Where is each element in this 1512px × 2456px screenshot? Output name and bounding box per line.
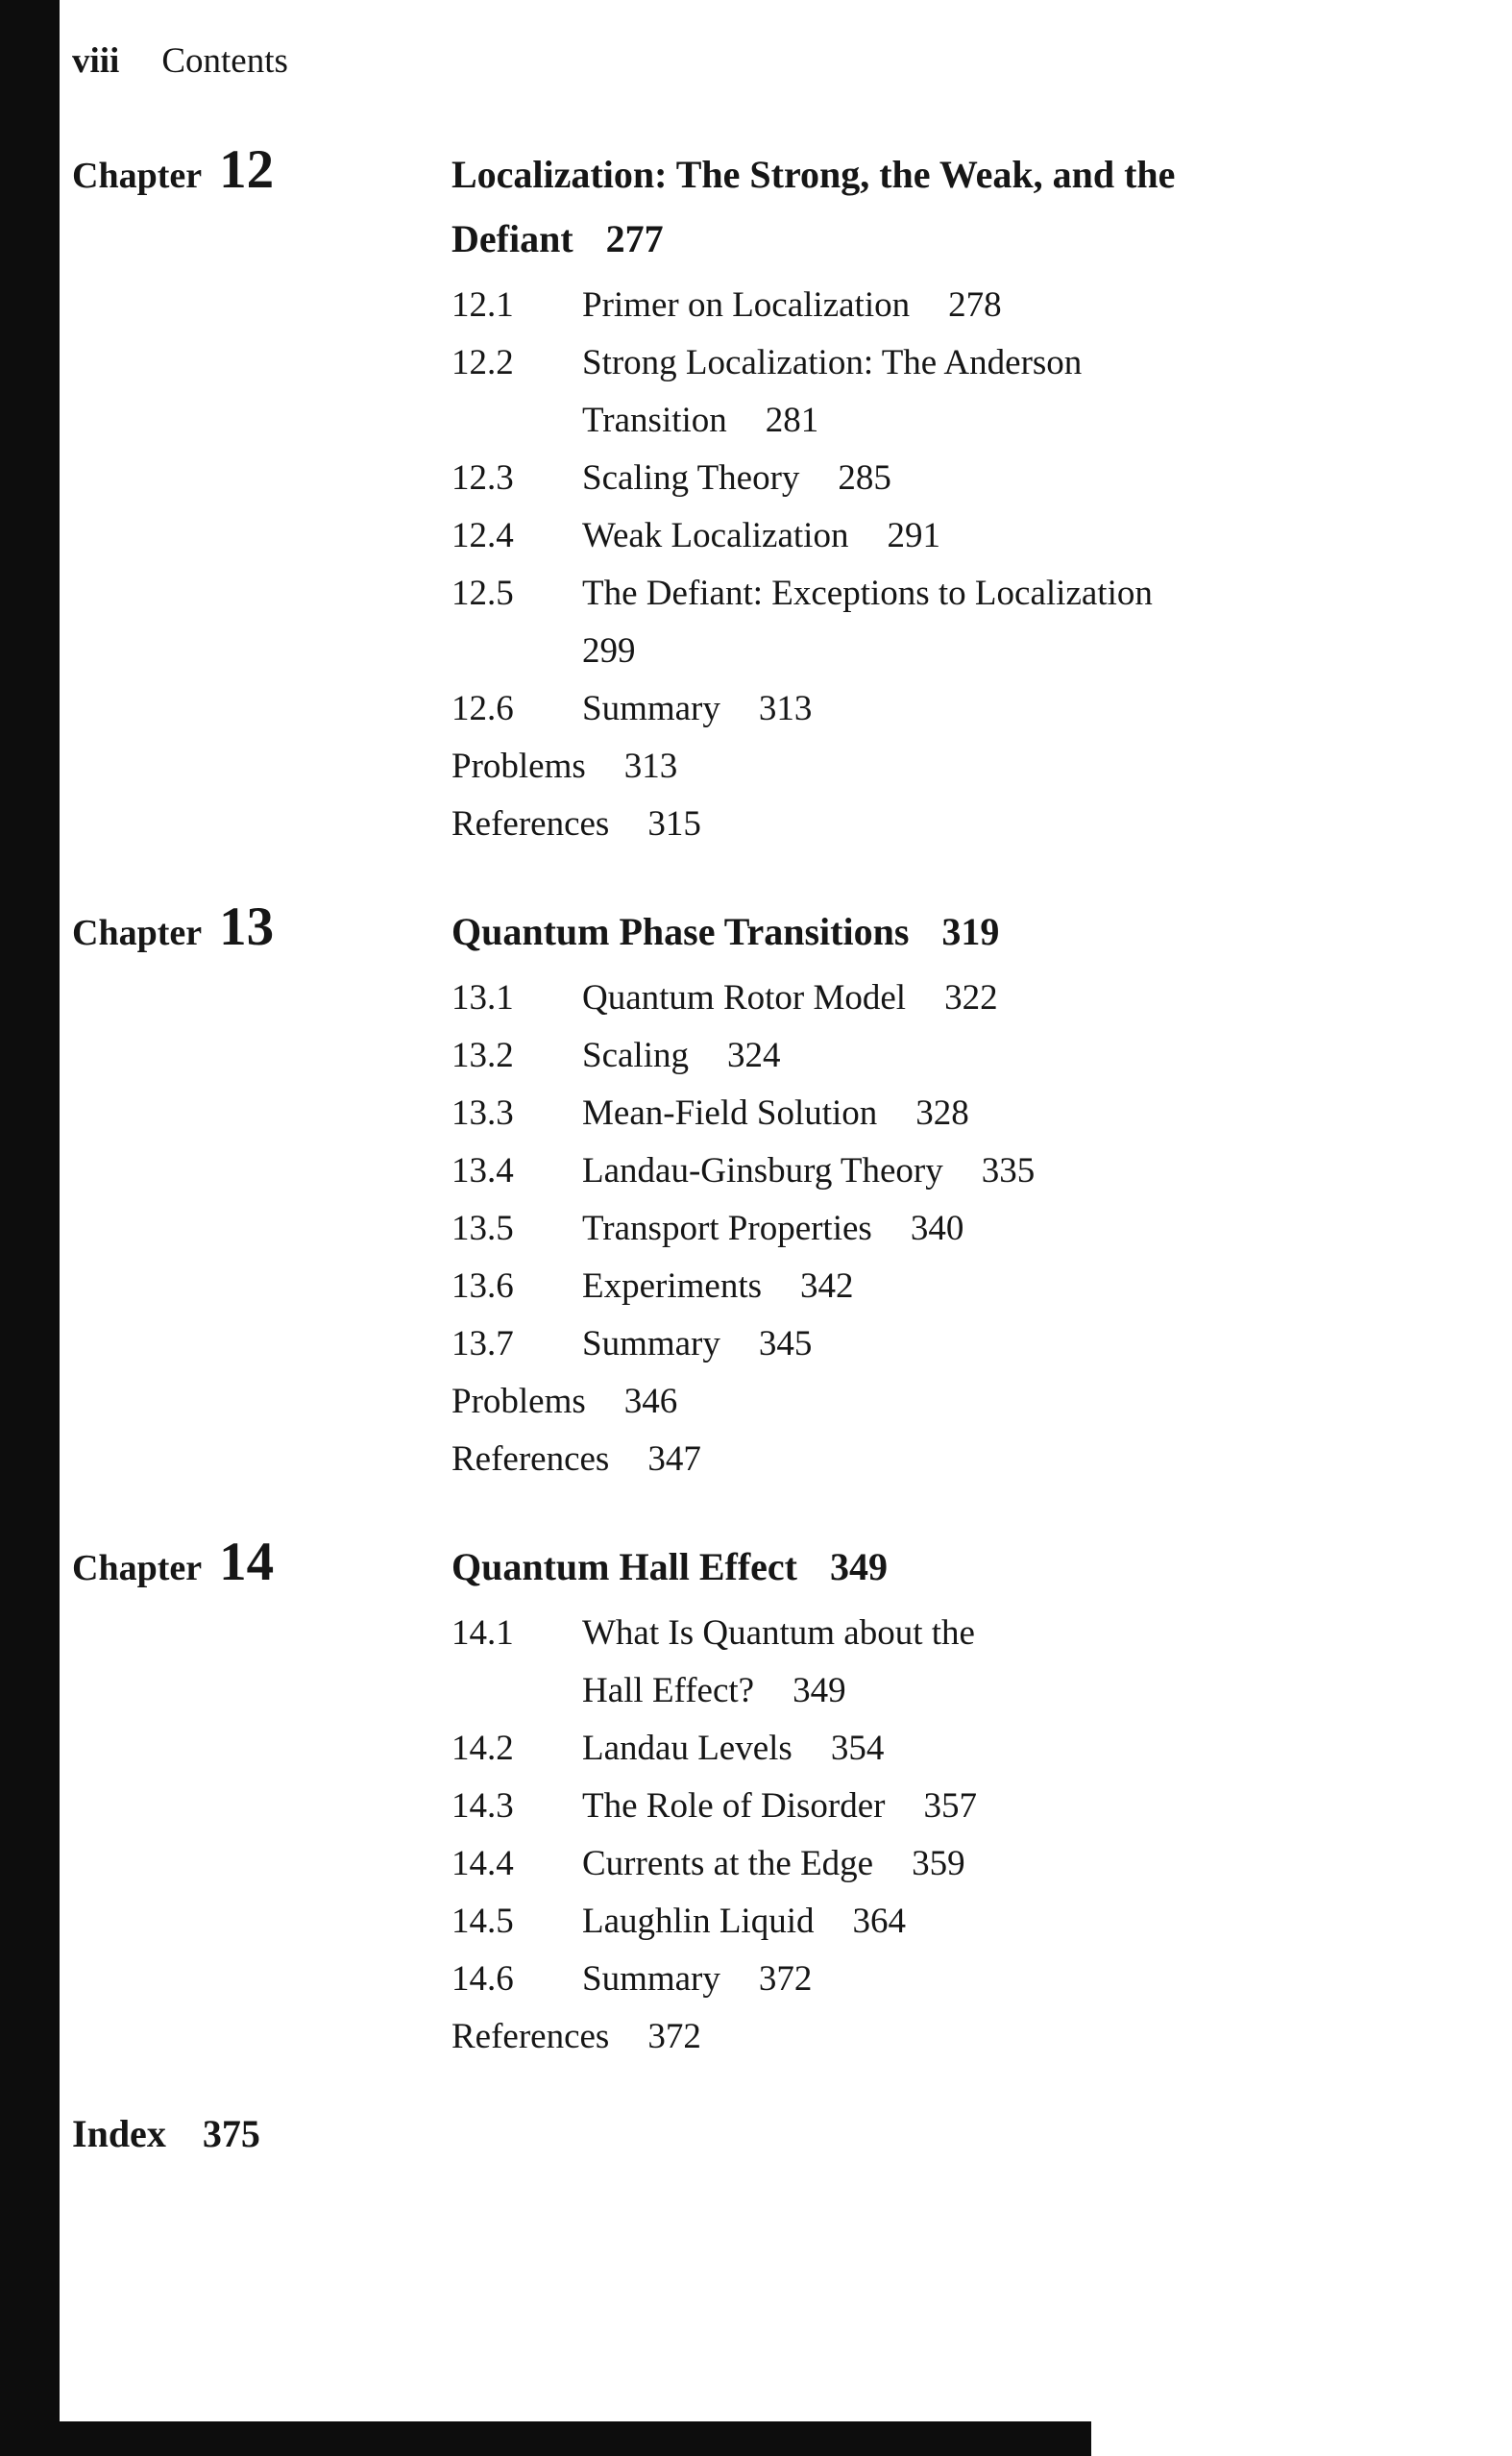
section-number: 12.6 [451, 689, 514, 728]
section-title: Currents at the Edge 359 [582, 1844, 965, 1883]
section-row [451, 1027, 1451, 1085]
chapter-block [72, 1531, 1500, 2066]
section-title: Summary 345 [582, 1324, 813, 1363]
chapter-body [451, 142, 1451, 853]
section-row [451, 1142, 1451, 1200]
section-row [451, 1951, 1451, 2008]
backmatter-row [451, 738, 1451, 796]
chapter-block [72, 896, 1500, 1488]
chapter-label-word: Chapter [72, 913, 203, 953]
page-number: 313 [623, 747, 678, 786]
scan-edge-left [0, 0, 60, 2456]
page-number: 349 [793, 1671, 846, 1710]
page-number: 347 [647, 1439, 701, 1479]
page-number: 372 [647, 2017, 701, 2056]
section-title: The Role of Disorder 357 [582, 1786, 977, 1826]
section-number: 13.1 [451, 978, 514, 1018]
section-title: Weak Localization 291 [582, 516, 940, 555]
section-title: Experiments 342 [582, 1266, 854, 1306]
chapter-number: 13 [219, 896, 275, 957]
section-number: 13.4 [451, 1151, 514, 1191]
backmatter-row [451, 1373, 1451, 1431]
page-number: 313 [758, 689, 813, 728]
backmatter-row [451, 1431, 1451, 1488]
index-entry [72, 2104, 1500, 2164]
section-number: 14.5 [451, 1902, 514, 1941]
section-title: Landau Levels 354 [582, 1729, 885, 1768]
section-number: 12.5 [451, 574, 514, 613]
index-label: Index [72, 2112, 166, 2155]
backmatter-label: References [451, 2017, 610, 2056]
backmatter-label: Problems [451, 747, 586, 786]
backmatter-label: References [451, 804, 610, 844]
page-number: 278 [948, 285, 1002, 325]
page-number: 335 [981, 1151, 1036, 1191]
chapter-title: Quantum Phase Transitions 319 [451, 910, 1000, 953]
page-number: 340 [910, 1209, 964, 1248]
chapter-page-number: 319 [941, 910, 1000, 953]
section-row [451, 450, 1451, 507]
page-number: 299 [582, 631, 636, 671]
page-number: 322 [944, 978, 998, 1018]
section-number: 14.4 [451, 1844, 514, 1883]
section-number: 14.2 [451, 1729, 514, 1768]
page-number: 357 [923, 1786, 977, 1826]
page-number: 359 [912, 1844, 965, 1883]
section-row [451, 1258, 1451, 1315]
section-number: 13.2 [451, 1036, 514, 1075]
section-list [451, 970, 1451, 1488]
toc-page [60, 0, 1500, 2164]
section-number: 13.6 [451, 1266, 514, 1306]
chapter-body [451, 899, 1451, 1488]
chapter-label-word: Chapter [72, 1548, 203, 1588]
scan-edge-bottom [0, 2421, 1091, 2456]
page-number: 328 [915, 1093, 969, 1133]
backmatter-row [451, 2008, 1451, 2066]
section-title: Mean-Field Solution 328 [582, 1093, 969, 1133]
section-title: Quantum Rotor Model 322 [582, 978, 998, 1018]
toc-chapters [72, 138, 1500, 2066]
chapter-title: Quantum Hall Effect 349 [451, 1545, 888, 1588]
section-number: 13.5 [451, 1209, 514, 1248]
chapter-title: Localization: The Strong, the Weak, and the Defiant 277 [451, 153, 1176, 260]
page-number: 324 [726, 1036, 781, 1075]
section-number: 13.3 [451, 1093, 514, 1133]
section-row [451, 565, 1451, 680]
section-row [451, 507, 1451, 565]
section-row [451, 1315, 1451, 1373]
section-row [451, 277, 1451, 334]
section-title: Summary 372 [582, 1959, 813, 1999]
folio-number: viii [72, 41, 120, 81]
page-header [72, 40, 1500, 83]
page-number: 345 [758, 1324, 813, 1363]
section-number: 13.7 [451, 1324, 514, 1363]
page-number: 342 [800, 1266, 854, 1306]
section-row [451, 1605, 1451, 1720]
section-title: Primer on Localization 278 [582, 285, 1002, 325]
chapter-block [72, 138, 1500, 853]
page-number: 315 [647, 804, 701, 844]
chapter-number: 12 [219, 139, 275, 200]
section-title: Laughlin Liquid 364 [582, 1902, 906, 1941]
chapter-number: 14 [219, 1532, 275, 1592]
section-row [451, 1200, 1451, 1258]
section-title: Strong Localization: The Anderson Transition 281 [582, 343, 1083, 440]
section-list [451, 277, 1451, 853]
page-number: 285 [838, 458, 891, 498]
chapter-page-number: 277 [605, 217, 664, 260]
section-row [451, 1778, 1451, 1835]
page-number: 354 [830, 1729, 885, 1768]
section-title: Scaling Theory 285 [582, 458, 891, 498]
section-row [451, 1835, 1451, 1893]
chapter-label [72, 896, 451, 958]
page-number: 346 [623, 1382, 678, 1421]
section-row [451, 1720, 1451, 1778]
section-row [451, 1085, 1451, 1142]
section-row [451, 334, 1451, 450]
section-row [451, 1893, 1451, 1951]
chapter-label-word: Chapter [72, 156, 203, 196]
section-list [451, 1605, 1451, 2066]
section-title: Summary 313 [582, 689, 813, 728]
running-head: Contents [161, 41, 288, 81]
backmatter-label: Problems [451, 1382, 586, 1421]
page-number: 281 [765, 401, 819, 440]
chapter-label [72, 1531, 451, 1593]
section-number: 14.1 [451, 1613, 514, 1653]
section-number: 14.6 [451, 1959, 514, 1999]
page-number: 291 [887, 516, 940, 555]
page-number: 364 [852, 1902, 906, 1941]
section-row [451, 680, 1451, 738]
section-number: 14.3 [451, 1786, 514, 1826]
section-number: 12.4 [451, 516, 514, 555]
section-title: Scaling 324 [582, 1036, 781, 1075]
chapter-page-number: 349 [829, 1545, 888, 1588]
section-title: What Is Quantum about the Hall Effect? 349 [582, 1613, 975, 1710]
page-number: 372 [758, 1959, 813, 1999]
section-number: 12.3 [451, 458, 514, 498]
backmatter-label: References [451, 1439, 610, 1479]
section-title: Landau-Ginsburg Theory 335 [582, 1151, 1036, 1191]
chapter-label [72, 138, 451, 201]
section-row [451, 970, 1451, 1027]
chapter-body [451, 1535, 1451, 2066]
section-title: The Defiant: Exceptions to Localization 299 [582, 574, 1153, 671]
backmatter-row [451, 796, 1451, 853]
section-number: 12.2 [451, 343, 514, 382]
section-title: Transport Properties 340 [582, 1209, 964, 1248]
section-number: 12.1 [451, 285, 514, 325]
page-number: 375 [202, 2112, 260, 2155]
